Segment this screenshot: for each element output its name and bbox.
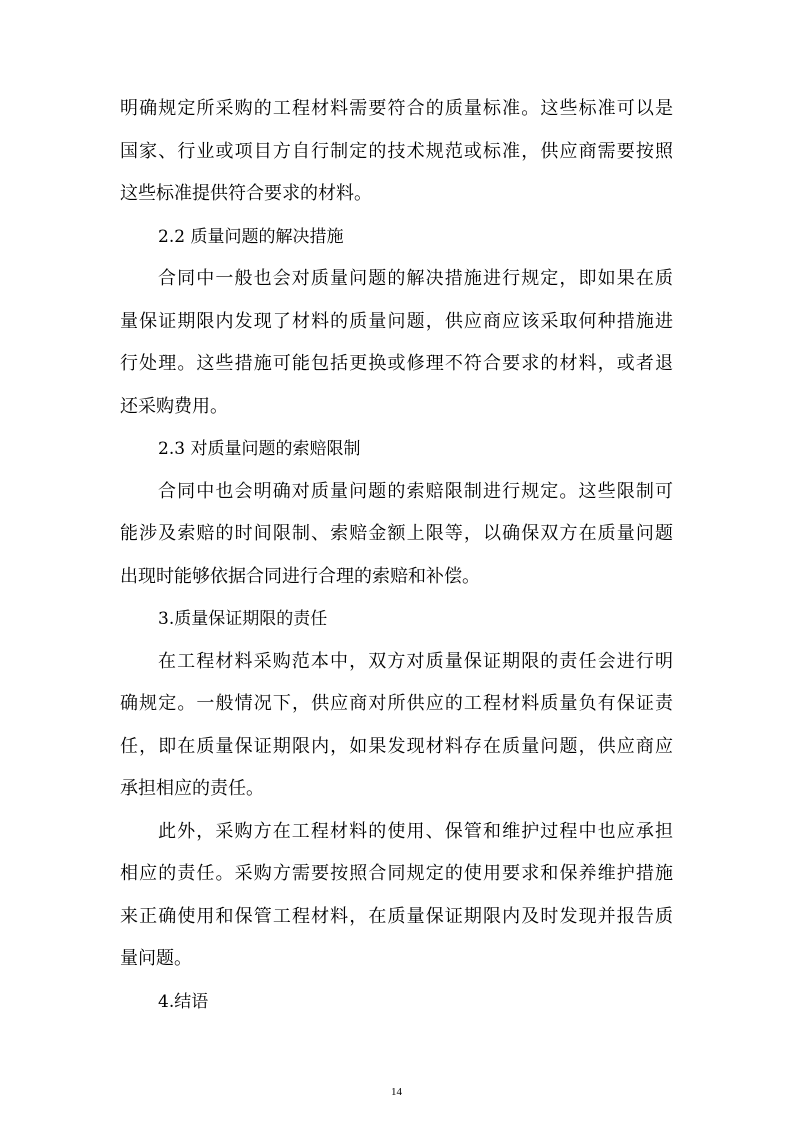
text-line: 合同中一般也会对质量问题的解决措施进行规定，即如果在质	[158, 268, 673, 289]
section-heading: 4.结语	[158, 991, 209, 1012]
text-line: 行处理。这些措施可能包括更换或修理不符合要求的材料，或者退	[120, 353, 673, 374]
text-line: 合同中也会明确对质量问题的索赔限制进行规定。这些限制可	[158, 480, 673, 502]
text-line: 在工程材料采购范本中，双方对质量保证期限的责任会进行明	[158, 650, 673, 672]
text-line: 确规定。一般情况下，供应商对所供应的工程材料质量负有保证责	[120, 693, 673, 714]
text-line: 能涉及索赔的时间限制、索赔金额上限等，以确保双方在质量问题	[120, 523, 673, 544]
text-line: 这些标准提供符合要求的材料。	[120, 183, 372, 204]
text-line: 量问题。	[120, 948, 192, 969]
paragraph	[120, 471, 673, 599]
text-line: 量保证期限内发现了材料的质量问题，供应商应该采取何种措施进	[120, 310, 673, 332]
text-line: 出现时能够依据合同进行合理的索赔和补偿。	[120, 565, 480, 587]
section-heading: 2.3 对质量问题的索赔限制	[158, 439, 361, 459]
text-line: 还采购费用。	[120, 395, 228, 417]
section-heading: 2.2 质量问题的解决措施	[158, 226, 344, 247]
section-heading: 3.质量保证期限的责任	[158, 609, 328, 629]
paragraph	[120, 88, 673, 216]
text-line: 国家、行业或项目方自行制定的技术规范或标准，供应商需要按照	[120, 140, 673, 162]
paragraph	[120, 811, 673, 981]
paragraph	[120, 641, 673, 811]
text-line: 明确规定所采购的工程材料需要符合的质量标准。这些标准可以是	[120, 98, 673, 119]
text-line: 任，即在质量保证期限内，如果发现材料存在质量问题，供应商应	[120, 735, 673, 757]
text-line: 相应的责任。采购方需要按照合同规定的使用要求和保养维护措施	[120, 863, 673, 884]
text-line: 来正确使用和保管工程材料，在质量保证期限内及时发现并报告质	[120, 905, 673, 927]
document-body	[120, 88, 673, 1023]
page-number: 14	[391, 1086, 402, 1098]
text-line: 此外，采购方在工程材料的使用、保管和维护过程中也应承担	[158, 820, 673, 842]
paragraph	[120, 258, 673, 428]
text-line: 承担相应的责任。	[120, 778, 264, 799]
